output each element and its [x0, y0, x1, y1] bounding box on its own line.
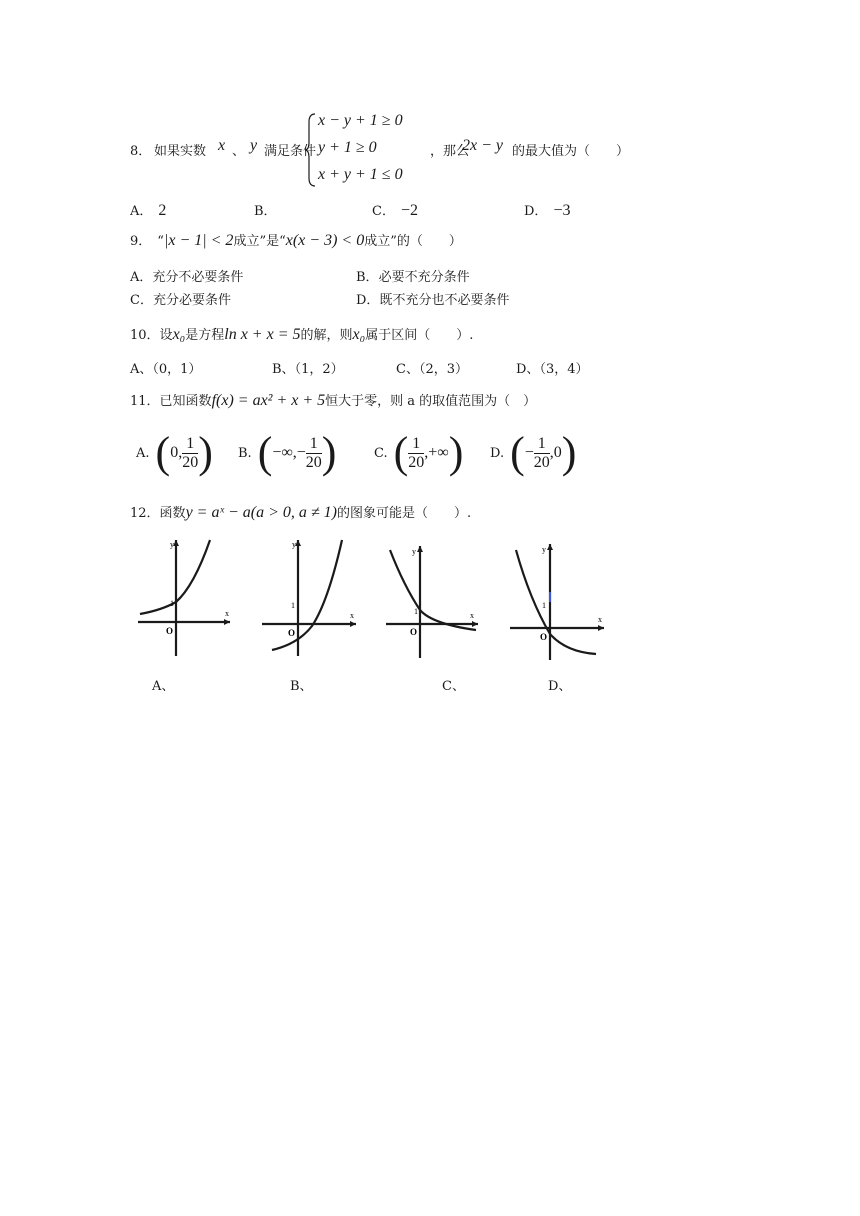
q10-text-3: 的解，则 — [300, 328, 353, 343]
q9-option-c-label: C． — [130, 293, 153, 308]
q12-graph-c-x-label: x — [470, 611, 474, 620]
q8-var-x: x — [218, 137, 226, 154]
q11-option-c — [374, 430, 463, 476]
q11-stem — [130, 390, 536, 410]
q8-option-a-label: A． — [130, 204, 153, 219]
q11-option-b-left: −∞,− — [272, 444, 306, 461]
q8-option-a-value: 2 — [158, 202, 167, 219]
q12-graph-d — [506, 536, 610, 660]
q12-option-c-label: C、 — [442, 679, 465, 694]
q11-number: 11． — [130, 394, 160, 409]
q9-option-a-label: A． — [130, 270, 153, 285]
q12-graph-a-origin: O — [166, 626, 174, 636]
q11-option-b-label: B. — [238, 445, 252, 461]
q8-option-d — [524, 200, 570, 220]
q12-text-1: 函数 — [159, 506, 186, 521]
q10-text-1: 设 — [159, 328, 173, 343]
q11-option-a-lparen: ( — [155, 428, 171, 477]
q12-graph-b-x-arrow-icon — [350, 621, 356, 627]
constraint-2: y + 1 ≥ 0 — [318, 139, 377, 156]
q8-option-c — [372, 200, 418, 220]
q9-option-a — [130, 266, 243, 285]
q12-function: y = aˣ − a(a > 0, a ≠ 1) — [185, 504, 338, 521]
q11-option-c-label: C. — [374, 445, 388, 461]
q9-option-b-label: B． — [356, 270, 379, 285]
q11-option-a-rparen: ) — [198, 428, 213, 477]
q12-number: 12． — [130, 506, 160, 521]
q10-option-d — [516, 358, 588, 377]
q12-graph-d-origin: O — [540, 632, 548, 642]
q8-option-b — [254, 200, 277, 220]
q9-stem — [130, 230, 462, 250]
q10-option-b — [272, 358, 344, 377]
q11-option-b — [238, 430, 336, 476]
q12-graph-c-one: 1 — [414, 607, 418, 616]
q11-option-a-fraction — [182, 435, 198, 472]
q11-option-d-rparen: ) — [561, 428, 577, 477]
q10-option-a-label: A、 — [130, 362, 153, 377]
q11-option-d-fraction — [534, 435, 550, 472]
q9-text-2: 成立”的（ ） — [364, 234, 462, 249]
q11-option-a-left: 0, — [170, 444, 183, 461]
q12-graph-c-y-label: y — [412, 547, 416, 556]
q12-graph-d-x-label: x — [598, 615, 602, 624]
q10-text-2: 是方程 — [185, 328, 225, 343]
q10-x0: x₀ — [172, 326, 186, 343]
q11-option-b-den: 20 — [305, 453, 322, 471]
q12-graph-a-one: 1 — [170, 599, 174, 608]
q11-option-a-label: A. — [136, 445, 150, 461]
left-brace — [304, 112, 318, 188]
q11-option-d-num: 1 — [534, 435, 550, 454]
q11-option-d-den: 20 — [533, 453, 550, 471]
q11-option-c-den: 20 — [408, 453, 425, 471]
q8-option-b-label: B． — [254, 204, 277, 219]
q12-graph-b-origin: O — [288, 628, 296, 638]
q12-option-b-label: B、 — [290, 679, 313, 694]
q10-option-d-label: D、 — [516, 362, 540, 377]
q8-option-d-value: −3 — [553, 202, 571, 219]
q11-option-c-right: ,+∞ — [424, 444, 449, 461]
q8-text-3: ，那么 — [430, 144, 470, 159]
q9-option-b-value: 必要不充分条件 — [378, 270, 470, 285]
q12-graph-c-x-arrow-icon — [472, 621, 478, 627]
q11-option-b-fraction — [306, 435, 322, 472]
q12-graph-d-x-arrow-icon — [598, 625, 604, 631]
q11-option-b-lparen: ( — [257, 428, 273, 477]
q11-option-b-num: 1 — [306, 435, 322, 454]
q11-option-c-rparen: ) — [448, 428, 464, 477]
q12-graph-a-x-label: x — [225, 609, 229, 618]
q12-graph-b-one: 1 — [291, 601, 295, 610]
q10-option-c-label: C、 — [396, 362, 419, 377]
q8-text-4: 的最大值为（ ） — [512, 144, 630, 159]
q11-text-2: 恒大于零，则 a 的取值范围为（ ） — [325, 394, 537, 409]
q12-graph-a-y-label: y — [170, 540, 174, 549]
q10-option-a-value: （0，1） — [152, 362, 202, 377]
q11-function: f(x) = ax² + x + 5 — [211, 392, 326, 409]
q10-text-4: 属于区间（ ）. — [365, 328, 474, 343]
q8-text-2: 满足条件 — [264, 144, 317, 159]
q11-option-d-right: ,0 — [549, 444, 562, 461]
q12-graph-c-curve — [390, 550, 476, 630]
q11-option-d — [490, 430, 576, 476]
q9-abs-inequality: |x − 1| < 2 — [163, 232, 234, 249]
q11-option-a-den: 20 — [182, 453, 199, 471]
q12-graph-b — [258, 536, 362, 660]
q11-option-b-rparen: ) — [321, 428, 337, 477]
q9-number: 9． — [130, 234, 152, 249]
q8-number: 8． — [130, 144, 152, 159]
q9-option-d — [356, 289, 509, 308]
constraint-3: x + y + 1 ≤ 0 — [318, 166, 403, 183]
q9-option-b — [356, 266, 470, 285]
q8-sep: 、 — [232, 144, 246, 159]
q9-text-1: 成立”是“ — [233, 234, 286, 249]
q10-option-b-value: （1，2） — [294, 362, 344, 377]
q8-option-a — [130, 200, 166, 220]
q12-graph-d-y-label: y — [542, 545, 546, 554]
q10-equation: ln x + x = 5 — [224, 326, 301, 343]
q10-number: 10． — [130, 328, 160, 343]
constraint-system — [304, 112, 424, 188]
q10-option-c-value: （2，3） — [418, 362, 468, 377]
q12-graph-c-y-arrow-icon — [417, 546, 423, 552]
q9-open-quote: “ — [157, 234, 164, 249]
q12-graph-d-y-arrow-icon — [547, 544, 553, 550]
q10-x0-2: x₀ — [352, 326, 366, 343]
q8-text-1: 如果实数 — [154, 144, 207, 159]
q8-option-d-label: D． — [524, 204, 548, 219]
q12-graph-d-one: 1 — [542, 601, 546, 610]
q11-option-d-lparen: ( — [510, 428, 525, 477]
q11-option-a-num: 1 — [182, 435, 198, 454]
q12-graph-c-origin: O — [410, 627, 418, 637]
q11-option-c-fraction — [408, 435, 424, 472]
q12-graph-d-curve — [516, 550, 596, 654]
q11-option-d-left: − — [524, 444, 534, 461]
q9-option-d-value: 既不充分也不必要条件 — [379, 293, 510, 308]
q12-graph-a-x-arrow-icon — [224, 619, 230, 625]
q12-text-2: 的图象可能是（ ）. — [337, 506, 472, 521]
q9-inequality-2: x(x − 3) < 0 — [285, 232, 365, 249]
q8-option-c-value: −2 — [400, 202, 418, 219]
q12-graph-c — [382, 536, 486, 660]
q8-var-y: y — [250, 137, 258, 154]
q12-graph-a — [132, 536, 236, 660]
q9-option-d-label: D． — [356, 293, 380, 308]
q9-option-c — [130, 289, 231, 308]
q12-graph-b-y-label: y — [292, 540, 296, 549]
q11-option-c-lparen: ( — [393, 428, 409, 477]
q12-option-d-label: D、 — [548, 679, 572, 694]
q10-option-c — [396, 358, 468, 377]
q11-option-a — [136, 430, 213, 476]
q11-text-1: 已知函数 — [159, 394, 212, 409]
q10-option-d-value: （3，4） — [539, 362, 589, 377]
q12-graph-b-x-label: x — [350, 611, 354, 620]
q10-option-a — [130, 358, 201, 377]
q9-option-a-value: 充分不必要条件 — [152, 270, 244, 285]
q12-option-a-label: A、 — [152, 679, 175, 694]
q11-option-d-label: D. — [490, 445, 505, 461]
q9-option-c-value: 充分必要条件 — [152, 293, 231, 308]
q12-stem — [130, 502, 471, 522]
q8-option-c-label: C． — [372, 204, 395, 219]
q10-stem — [130, 324, 473, 344]
q11-option-c-num: 1 — [408, 435, 424, 454]
q8-expression: 2x − y — [462, 137, 503, 154]
q10-option-b-label: B、 — [272, 362, 295, 377]
constraint-1: x − y + 1 ≥ 0 — [318, 112, 403, 129]
q12-graph-b-curve — [272, 540, 342, 650]
